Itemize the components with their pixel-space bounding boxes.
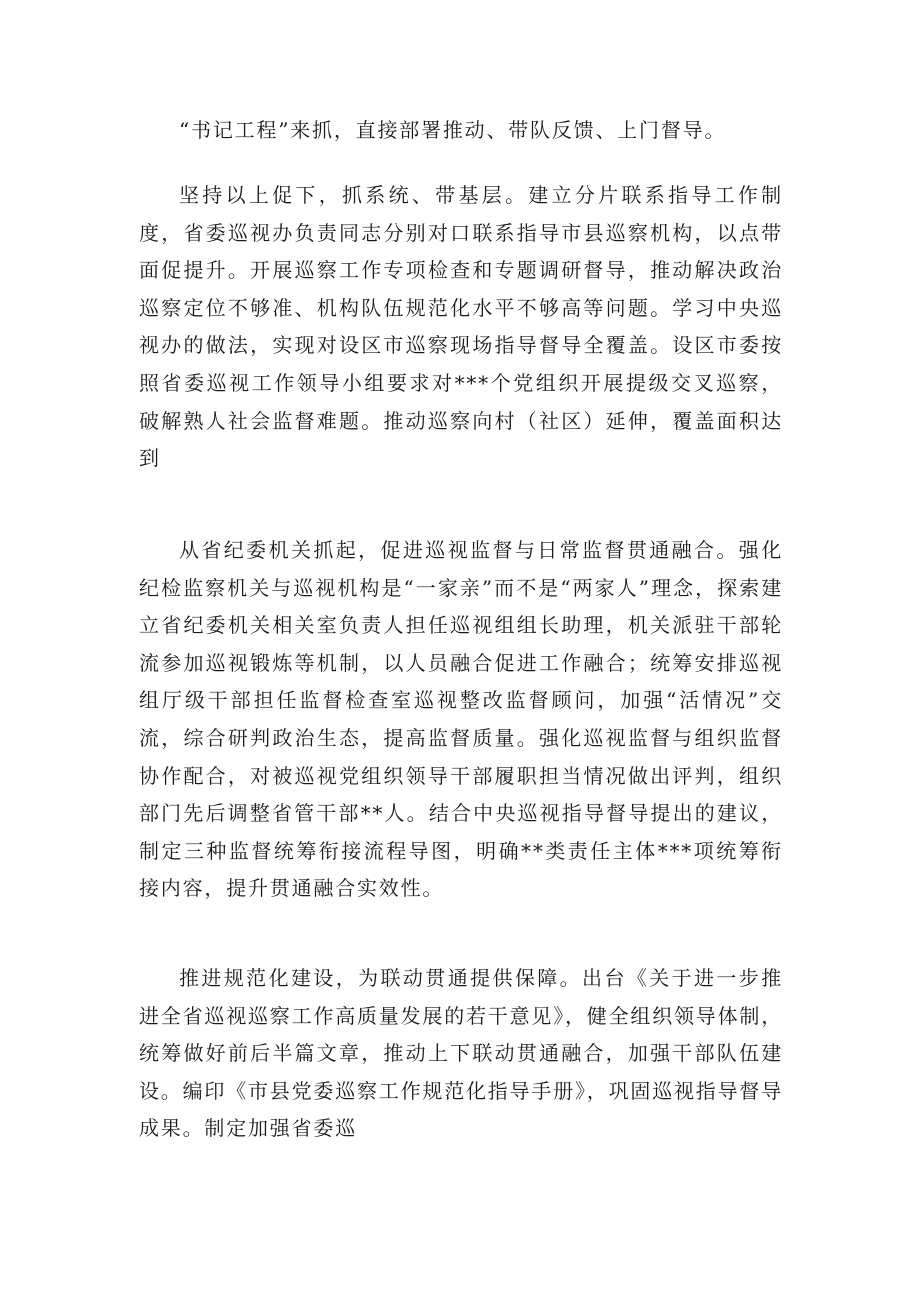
paragraph-supervision-integration (139, 532, 783, 908)
paragraph-text: “书记工程”来抓，直接部署推动、带队反馈、上门督导。 (179, 118, 727, 142)
paragraph-top-down-guidance (139, 177, 783, 478)
paragraph-text: 从省纪委机关抓起，促进巡视监督与日常监督贯通融合。强化纪检监察机关与巡视机构是“一家亲”而不是“两家人”理念，探索建立省纪委机关相关室负责人担任巡视组组长助理，机关派驻干部轮流参加巡视锻炼等机制，以人员融合促进工作融合；统筹安排巡视组厅级干部担任监督检查室巡视整改监督顾问，加强“活情况”交流，综合研判政治生态，提高监督质量。强化巡视监督与组织监督协作配合，对被巡视党组织领导干部履职担当情况做出评判，组织部门先后调整省管干部**人。结合中央巡视指导督导提出的建议，制定三种监督统筹衔接流程导图，明确**类责任主体***项统筹衔接内容，提升贯通融合实效性。 (139, 538, 783, 901)
paragraph-continuation (139, 112, 783, 150)
paragraph-standardization (139, 960, 783, 1148)
paragraph-text: 坚持以上促下，抓系统、带基层。建立分片联系指导工作制度，省委巡视办负责同志分别对口联系指导市县巡察机构，以点带面促提升。开展巡察工作专项检查和专题调研督导，推动解决政治巡察定位不够准、机构队伍规范化水平不够高等问题。学习中央巡视办的做法，实现对设区市巡察现场指导督导全覆盖。设区市委按照省委巡视工作领导小组要求对***个党组织开展提级交叉巡察，破解熟人社会监督难题。推动巡察向村（社区）延伸，覆盖面积达到 (139, 183, 783, 471)
paragraph-text: 推进规范化建设，为联动贯通提供保障。出台《关于进一步推进全省巡视巡察工作高质量发展的若干意见》，健全组织领导体制，统筹做好前后半篇文章，推动上下联动贯通融合，加强干部队伍建设。编印《市县党委巡察工作规范化指导手册》，巩固巡视指导督导成果。制定加强省委巡 (139, 966, 783, 1141)
